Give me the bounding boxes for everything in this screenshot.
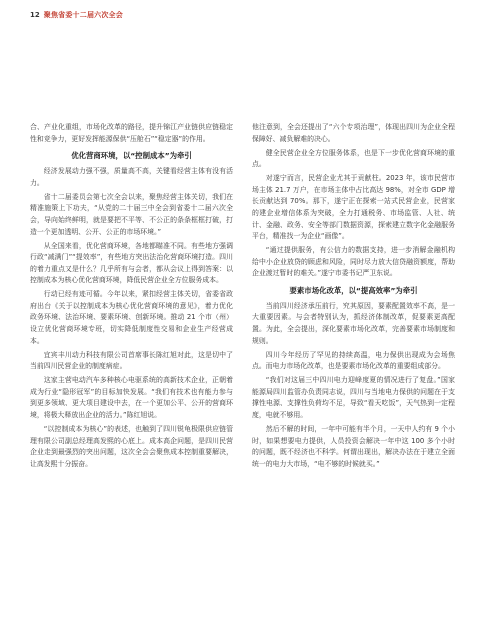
paragraph: 四川今年经历了罕见的持续高温，电力保供出现成为会场焦点。而电力市场化改革，也是要素市场化改革的重要组成部分。	[252, 350, 455, 371]
left-column	[30, 122, 233, 473]
paragraph: 这家主营电动汽车多种核心电驱系统的高新技术企业，正朝着成为行业“隐形冠军”的目标加快发展。“我们有技术也有能力参与到更多领域、更大项目建设中去，在一个更加公平、公开的营商环境，将极大释放出企业的活力。”陈红旭说。	[30, 376, 233, 420]
right-column	[252, 122, 455, 473]
section-heading: 要素市场化改革，以“提高效率”为牵引	[289, 285, 418, 295]
paragraph: 宜宾丰川动力科技有限公司首席事长陈红旭对此，这是切中了当前四川民营企业的制度病症。	[30, 350, 233, 371]
paragraph: 合、产业化重组，市场化改革的路径，提升锦江产业链供应链稳定性和竞争力，更好发挥能源保供“压舱石”“稳定器”的作用。	[30, 123, 233, 143]
paragraph: 健全民营企业全方位服务体系，也是下一步优化营商环境的重点。	[252, 148, 455, 169]
page-header	[30, 8, 123, 22]
paragraph: “以控制成本为核心”的表述，也触到了四川锐龟极限供应链管理有限公司副总经理高发熙的心底上。成本高企问题，是四川民营企业走到最强烈的突出问题，这次全会会聚焦成本控制重要解决，让高发熙十分振奋。	[30, 425, 233, 468]
paragraph: 然后不解的时间，一年中可能有半个月，一天中人约有 9 个小时，如果想要电力提供，人员投资会解决一年中这 100 多个小时的问题，既不经济也不科学。何谓出现出，解决办法在于建立全面统一的电力大市场，“电不够的时候就买。”	[252, 425, 455, 468]
paragraph: 经济发展动力强不强，质量高不高，关键看经营主体有没有活力。	[30, 167, 233, 187]
section-heading: 优化营商环境，以“控制成本”为牵引	[71, 151, 192, 161]
paragraph: 从全国来看，优化营商环境，各地都瞄准不同。有些地方强调行政“减满门”“提效率”，有些地方突出法治化营商环境打造。四川的着力重点又是什么？几乎所有与会者，都从会议上得到答案：以控制成本为核心优化营商环境，降低民营企业全方位服务成本。	[30, 241, 233, 285]
paragraph: “我们对这届三中四川电力迎峰度夏的情况进行了复盘。”国家能源局四川监管办负责同志说，四川与当地电力保供的问题在于支撑性电源、支撑性负荷均不足，导致“看天吃饭”，天气热到一定程度，电就不够用。	[252, 376, 455, 420]
paragraph: “通过提供服务，有公信力的数据支持，进一步消解金融机构给中小企业放贷的顾虑和风险，同时尽力放大信贷融资额度，帮助企业渡过暂时的难关。”遂宁市委书记严卫东说。	[252, 246, 455, 278]
paragraph: 他注意到，全会还提出了“六个专项治理”，体现出四川为企业全程保障好、减负解难的决心。	[252, 123, 455, 143]
paragraph: 当前四川经济承压前行，究其原因，要素配置效率不高，是一大重要因素。与会者特别认为，抓经济体制改革，促要素更高配置。为此，全会提出，深化要素市场化改革，完善要素市场制度和规则。	[252, 301, 455, 345]
paragraph: 对遂宁而言，民营企业尤其于贡献柱。2023 年，该市民营市场主体 21.7 万户，在市场主体中占比高达 98%，对全市 GDP 增长贡献达到 70%。那下，遂宁正在探索一站式民营企业，民营家的建企业增信体系为突破，全力打通税务、市场监管、人社、统计、金融、政务、安全等部门数据资源，探索建立数字化金融服务平台，精准找一为企业“画像”。	[252, 174, 455, 241]
paragraph: 省十二届委员会第七次全会以来，聚焦经营主体关切，我们在精准施策上下功夫，“从党的二十届三中全会到省委十二届六次全会，导向始终鲜明，就是要把不平等、不公正的条条框框打破，打造一个更加透明、公开、公正的市场环境。”	[30, 192, 233, 236]
section-title: 聚焦省委十二届六次全会	[43, 11, 123, 19]
page-number: 12	[30, 11, 40, 19]
paragraph: 行动已经有迹可循。今年以来，紧扣经营主体关切，省委省政府出台《关于以控制成本为核心优化营商环境的意见》，着力优化政务环境、法治环境、要素环境、创新环境。推动 21 个市（州）设立优化营商环境专班，切实降低制度性交易和企业生产经营成本。	[30, 290, 233, 345]
